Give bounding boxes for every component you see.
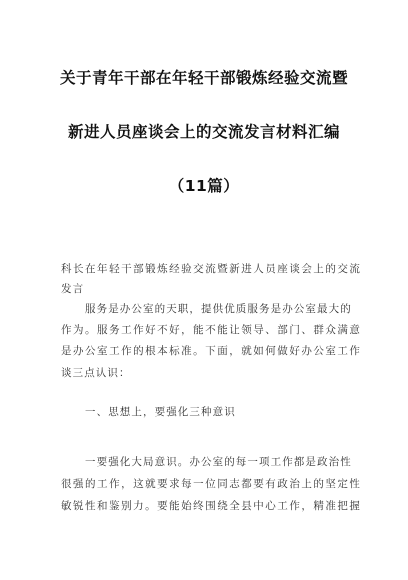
speech-subtitle-line-1: 科长在年轻干部锻炼经验交流暨新进人员座谈会上的交流 (61, 263, 361, 275)
speech-subtitle-line-2: 发言 (61, 283, 85, 295)
paragraph-2-line-1: 一要强化大局意识。办公室的每一项工作都是政治性 (85, 456, 352, 468)
paragraph-1-line-2: 作为。服务工作好不好，能不能让领导、部门、群众满意 (61, 324, 361, 336)
paragraph-2-line-2: 很强的工作，这就要求每一位同志都要有政治上的坚定性 (61, 478, 361, 490)
paragraph-2-line-3: 敏锐性和鉴别力。要能始终围绕全县中心工作，精准把握 (61, 500, 361, 512)
paragraph-1-line-1: 服务是办公室的天职，提供优质服务是办公室最大的 (85, 303, 352, 315)
paragraph-1-line-4: 谈三点认识： (61, 367, 131, 379)
document-title-count: （11篇） (168, 177, 240, 195)
paragraph-1-line-3: 是办公室工作的根本标准。下面，就如何做好办公室工作 (61, 345, 361, 357)
document-title-line-2: 新进人员座谈会上的交流发言材料汇编 (67, 123, 340, 141)
section-heading-1: 一、思想上，要强化三种意识 (85, 406, 236, 418)
document-title-line-1: 关于青年干部在年轻干部锻炼经验交流暨 (59, 69, 348, 87)
